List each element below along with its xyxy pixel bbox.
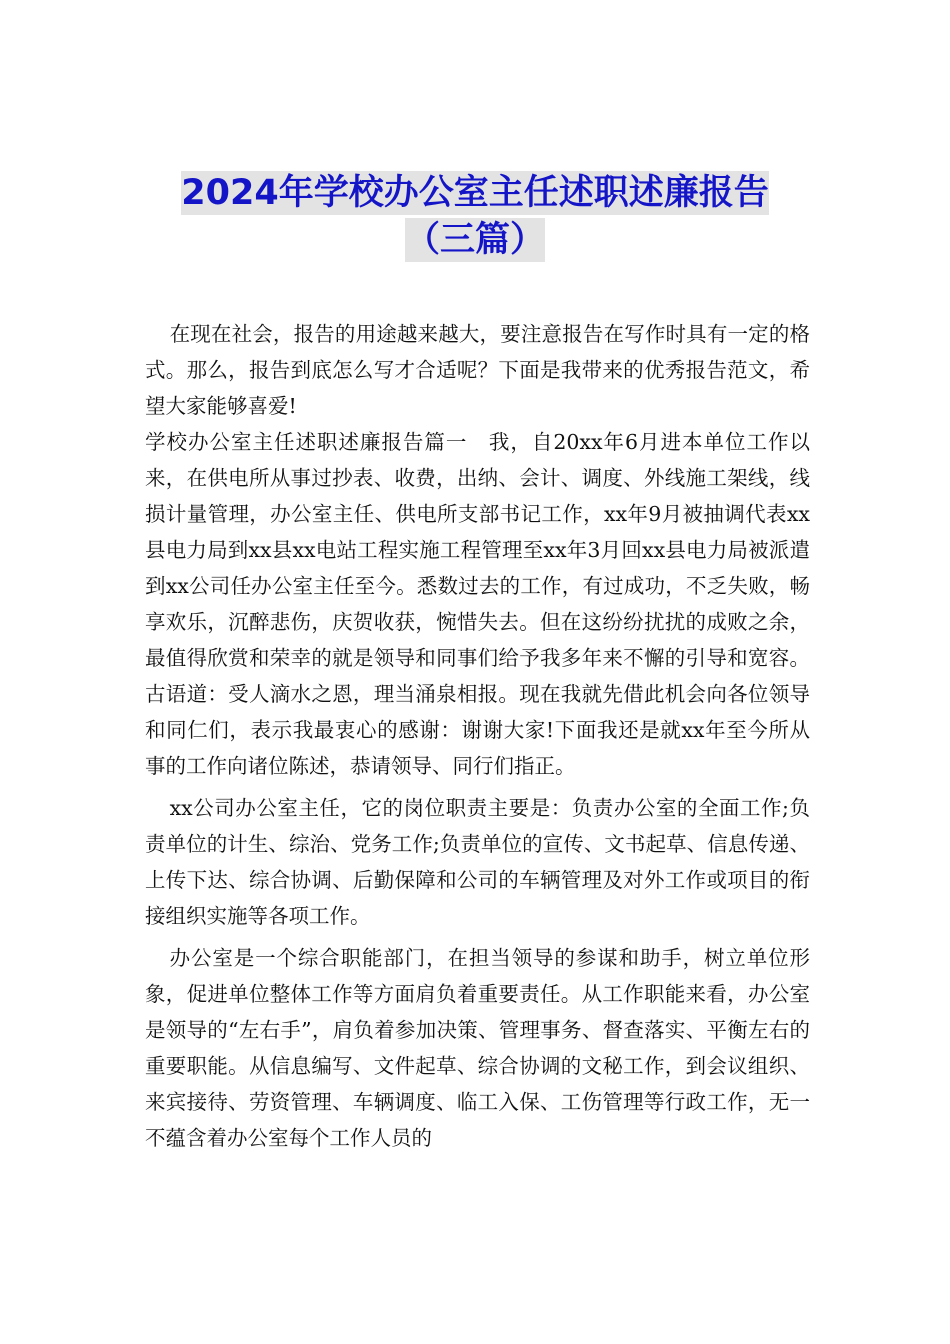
title-line-1: 2024年学校办公室主任述职述廉报告	[181, 173, 769, 213]
document-body	[145, 316, 810, 1156]
paragraph-section-one: 学校办公室主任述职述廉报告篇一 我，自20xx年6月进本单位工作以来，在供电所从事过抄表、收费，出纳、会计、调度、外线施工架线，线损计量管理，办公室主任、供电所支部书记工作，xx年9月被抽调代表xx县电力局到xx县xx电站工程实施工程管理至xx年3月回xx县电力局被派遣到xx公司任办公室主任至今。悉数过去的工作，有过成功，不乏失败，畅享欢乐，沉醉悲伤，庆贺收获，惋惜失去。但在这纷纷扰扰的成败之余，最值得欣赏和荣幸的就是领导和同事们给予我多年来不懈的引导和宽容。古语道：受人滴水之恩，理当涌泉相报。现在我就先借此机会向各位领导和同仁们，表示我最衷心的感谢：谢谢大家!下面我还是就xx年至今所从事的工作向诸位陈述，恭请领导、同行们指正。	[145, 430, 810, 778]
title-line-2: （三篇）	[404, 220, 545, 260]
paragraph-duties: xx公司办公室主任，它的岗位职责主要是：负责办公室的全面工作;负责单位的计生、综治、党务工作;负责单位的宣传、文书起草、信息传递、上传下达、综合协调、后勤保障和公司的车辆管理及对外工作或项目的衔接组织实施等各项工作。	[145, 796, 810, 928]
document-title	[120, 170, 830, 264]
paragraph-intro: 在现在社会，报告的用途越来越大，要注意报告在写作时具有一定的格式。那么，报告到底怎么写才合适呢？下面是我带来的优秀报告范文，希望大家能够喜爱!	[145, 322, 810, 418]
paragraph-office-role: 办公室是一个综合职能部门，在担当领导的参谋和助手，树立单位形象，促进单位整体工作等方面肩负着重要责任。从工作职能来看，办公室是领导的“左右手”，肩负着参加决策、管理事务、督查落实、平衡左右的重要职能。从信息编写、文件起草、综合协调的文秘工作，到会议组织、来宾接待、劳资管理、车辆调度、临工入保、工伤管理等行政工作，无一不蕴含着办公室每个工作人员的	[145, 946, 810, 1150]
